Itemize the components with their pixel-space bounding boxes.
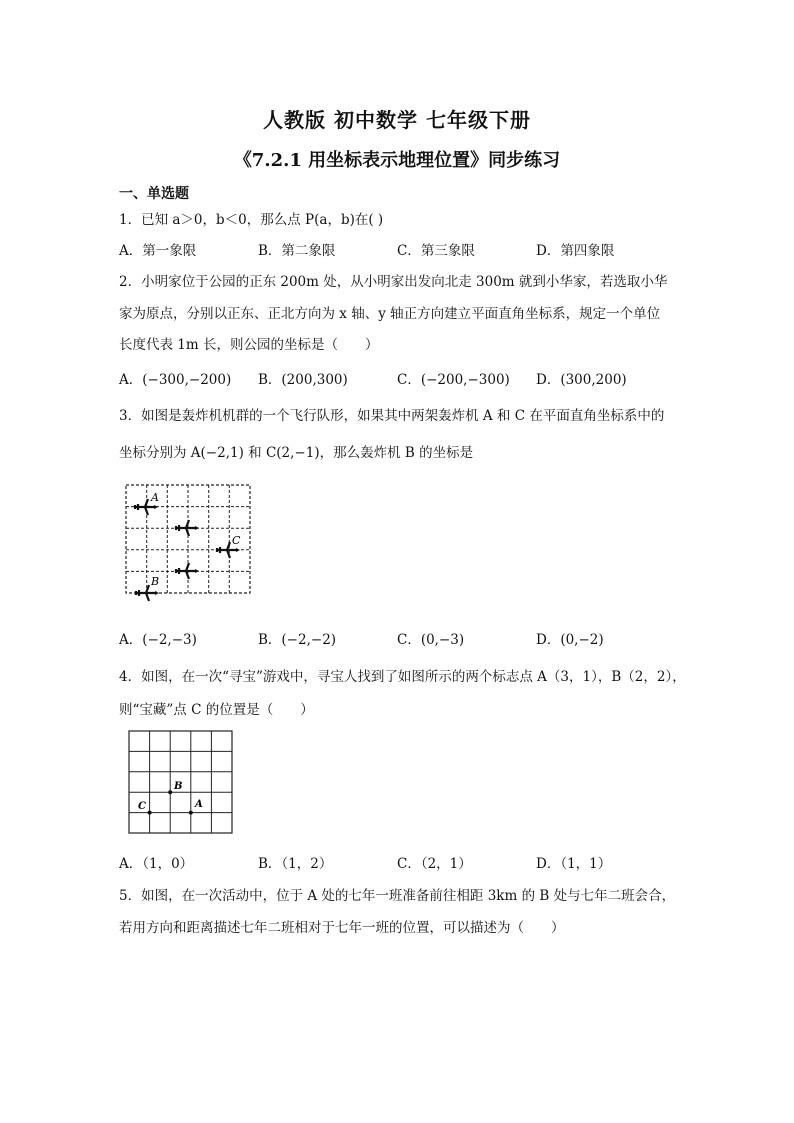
question-2-option-b: B．(200,300) xyxy=(258,372,348,388)
question-3-option-d: D．(0,−2) xyxy=(536,632,604,648)
point-b-marker xyxy=(168,790,172,794)
figure-4-label-a: A xyxy=(195,799,203,810)
question-3-line-2: 坐标分别为 A(−2,1) 和 C(2,−1)，那么轰炸机 B 的坐标是 xyxy=(119,445,474,461)
figure-4-label-c: C xyxy=(138,801,146,812)
question-1-option-c: C．第三象限 xyxy=(397,243,475,259)
document-title: 人教版 初中数学 七年级下册 xyxy=(263,108,531,132)
figure-3-label-b: B xyxy=(151,575,160,588)
airplane-icon xyxy=(176,520,199,536)
question-2-option-c: C．(−200,−300) xyxy=(397,372,510,388)
point-a-marker xyxy=(189,811,193,815)
point-c-marker xyxy=(148,811,152,815)
section-heading: 一、单选题 xyxy=(119,186,189,202)
question-1-option-d: D．第四象限 xyxy=(536,243,615,259)
treasure-hunt-grid-figure xyxy=(127,728,235,836)
question-4-option-c: C．（2，1） xyxy=(397,856,472,872)
question-4-line-2: 则“宝藏”点 C 的位置是（ ） xyxy=(119,702,314,718)
bomber-formation-grid-figure xyxy=(124,482,254,602)
question-3-option-b: B．(−2,−2) xyxy=(258,632,337,648)
figure-4-label-b: B xyxy=(174,781,183,792)
question-5-line-1: 5．如图，在一次活动中，位于 A 处的七年一班准备前往相距 3km 的 B 处与七年二班会合， xyxy=(119,888,676,904)
question-1-option-a: A．第一象限 xyxy=(119,243,197,259)
question-1-stem: 1．已知 a＞0，b＜0，那么点 P(a，b)在( ) xyxy=(119,212,384,228)
question-3-option-a: A．(−2,−3) xyxy=(119,632,197,648)
question-2-line-2: 家为原点，分别以正东、正北方向为 x 轴、y 轴正方向建立平面直角坐标系，规定一个单位 xyxy=(119,306,661,322)
question-4-option-d: D．（1，1） xyxy=(536,856,612,872)
question-5-line-2: 若用方向和距离描述七年二班相对于七年一班的位置，可以描述为（ ） xyxy=(119,920,565,936)
question-2-option-d: D．(300,200) xyxy=(536,372,627,388)
figure-3-label-c: C xyxy=(232,534,241,547)
question-4-line-1: 4．如图，在一次“寻宝”游戏中，寻宝人找到了如图所示的两个标志点 A（3，1），B（2，2）， xyxy=(119,669,686,685)
airplane-icon xyxy=(176,563,199,579)
question-4-option-b: B．（1，2） xyxy=(258,856,333,872)
question-4-option-a: A．（1，0） xyxy=(119,856,194,872)
question-2-line-1: 2．小明家位于公园的正东 200m 处，从小明家出发向北走 300m 就到小华家，若选取小华 xyxy=(119,274,668,290)
question-2-line-3: 长度代表 1m 长，则公园的坐标是（ ） xyxy=(119,337,379,353)
figure-3-label-a: A xyxy=(151,491,159,504)
document-subtitle: 《7.2.1 用坐标表示地理位置》同步练习 xyxy=(233,150,561,171)
question-3-line-1: 3．如图是轰炸机机群的一个飞行队形，如果其中两架轰炸机 A 和 C 在平面直角坐标系中的 xyxy=(119,408,665,424)
question-3-option-c: C．(0,−3) xyxy=(397,632,465,648)
question-1-option-b: B．第二象限 xyxy=(258,243,336,259)
question-2-option-a: A．(−300,−200) xyxy=(119,372,232,388)
